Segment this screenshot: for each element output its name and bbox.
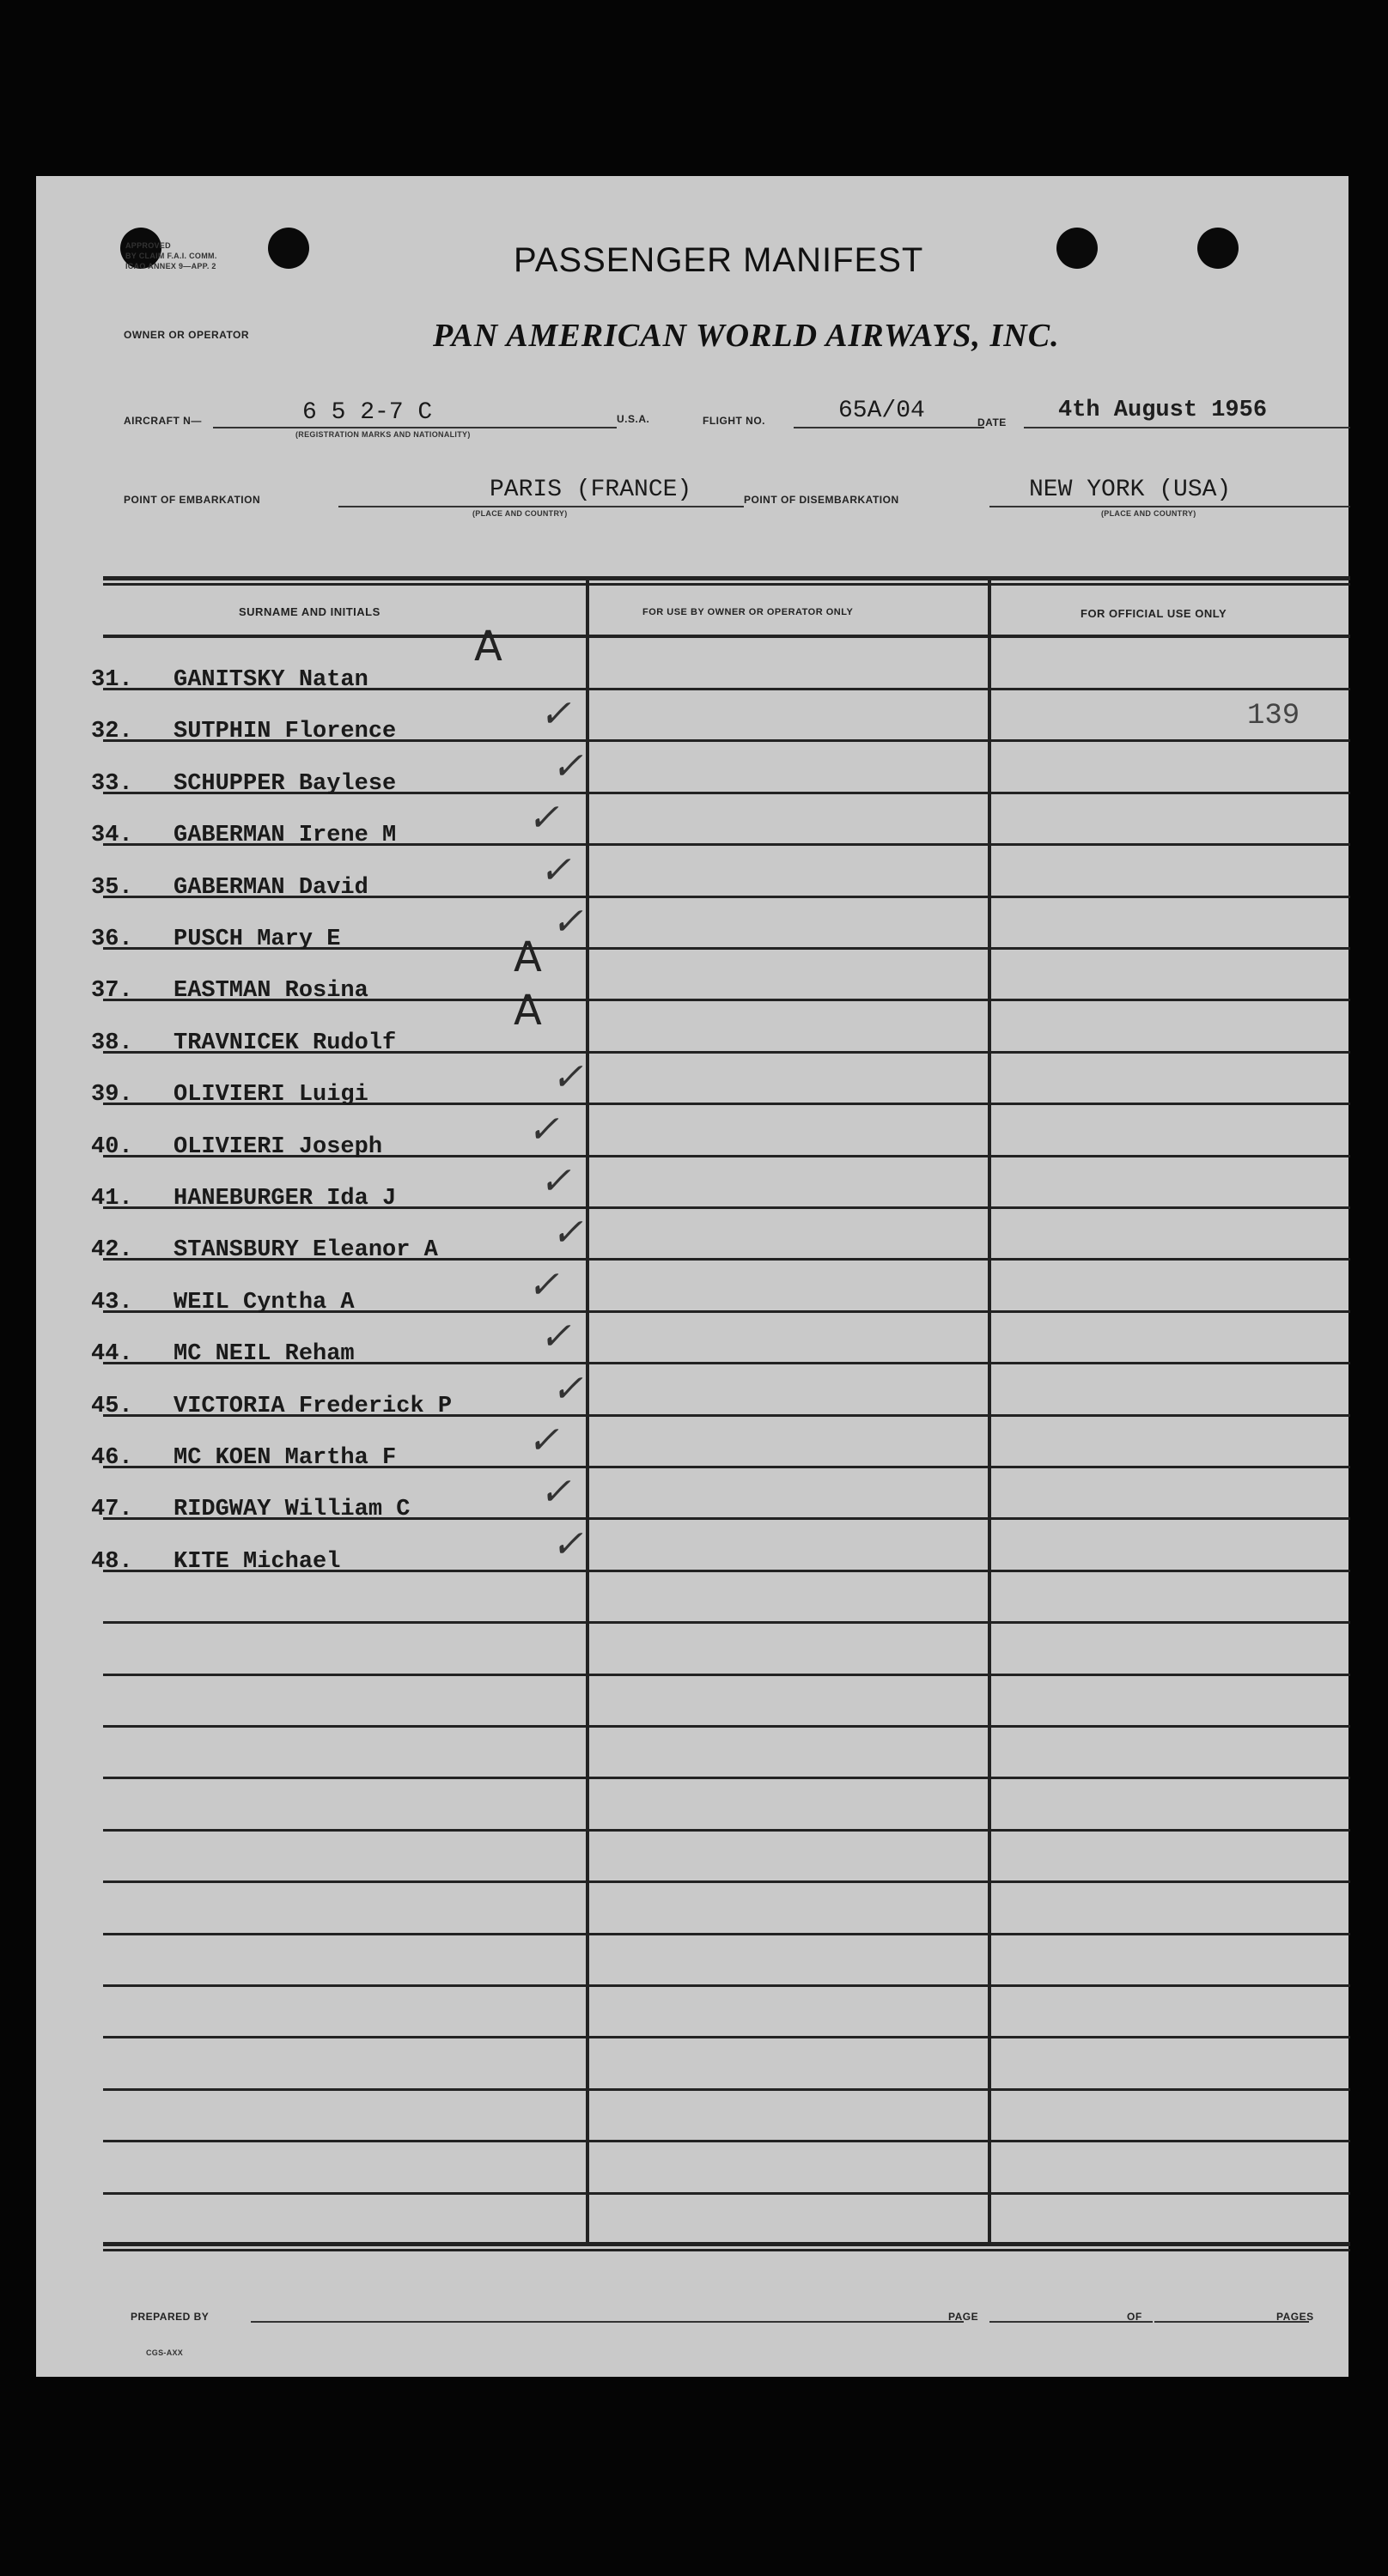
table-row-rule [103, 1984, 1350, 1987]
passenger-number: 36. [91, 927, 133, 952]
airline-name: PAN AMERICAN WORLD AIRWAYS, INC. [433, 318, 1060, 354]
passenger-row [91, 1467, 1345, 1523]
date-label: DATE [977, 416, 1007, 428]
passenger-name: KITE Michael [174, 1548, 341, 1575]
passenger-number: 40. [91, 1133, 133, 1160]
passenger-name: EASTMAN Rosina [174, 978, 368, 1005]
passenger-row [91, 846, 1345, 901]
passenger-number: 45. [91, 1393, 133, 1419]
punch-hole-3 [1056, 228, 1098, 269]
passenger-number: 38. [91, 1030, 133, 1056]
table-row-rule [103, 2192, 1350, 2195]
passenger-row [91, 1105, 1345, 1160]
handwritten-check-icon: ✓ [539, 1159, 571, 1203]
prepared-by-label: PREPARED BY [131, 2311, 210, 2323]
page-title: PASSENGER MANIFEST [514, 241, 924, 279]
handwritten-check-icon: ✓ [551, 1522, 583, 1566]
aircraft-value: 6 5 2-7 C [302, 399, 433, 426]
embark-value: PARIS (FRANCE) [490, 477, 692, 503]
of-label: OF [1127, 2311, 1142, 2323]
table-row-rule [103, 1674, 1350, 1676]
passenger-row [91, 1053, 1345, 1109]
disembark-label: POINT OF DISEMBARKATION [744, 494, 899, 506]
passenger-name: MC NEIL Reham [174, 1341, 355, 1368]
handwritten-check-icon: ✓ [527, 1419, 559, 1462]
passenger-name: HANEBURGER Ida J [174, 1186, 397, 1212]
passenger-number: 44. [91, 1341, 133, 1368]
passenger-number: 46. [91, 1445, 133, 1471]
passenger-name: WEIL Cyntha A [174, 1289, 355, 1315]
table-row-rule [103, 1829, 1350, 1832]
passenger-name: MC KOEN Martha F [174, 1445, 397, 1471]
passenger-name: GABERMAN Irene M [174, 823, 397, 849]
handwritten-check-icon: ✓ [539, 1315, 571, 1359]
handwritten-check-icon: ✓ [551, 1055, 583, 1100]
column-header-operator: FOR USE BY OWNER OR OPERATOR ONLY [642, 607, 854, 617]
handwritten-check-icon: ✓ [551, 900, 583, 944]
table-row-rule [103, 1621, 1350, 1624]
passenger-row [91, 638, 1345, 693]
passenger-number: 43. [91, 1289, 133, 1315]
passenger-number: 37. [91, 978, 133, 1005]
passenger-name: STANSBURY Eleanor A [174, 1237, 438, 1264]
passenger-row [91, 742, 1345, 797]
passenger-row [91, 1261, 1345, 1315]
handwritten-check-icon: ✓ [539, 1470, 571, 1515]
handwritten-check-icon: ✓ [539, 692, 571, 737]
approval-stamp-line1: APPROVED [125, 241, 171, 250]
form-code: CGS-AXX [146, 2348, 184, 2357]
passenger-name: TRAVNICEK Rudolf [174, 1030, 397, 1056]
aircraft-label: AIRCRAFT N— [124, 415, 202, 427]
passenger-row [91, 1312, 1345, 1368]
passenger-name: PUSCH Mary E [174, 927, 341, 952]
table-row-rule [103, 2088, 1350, 2091]
passenger-row [91, 1001, 1345, 1056]
official-use-note: 139 [1247, 700, 1300, 732]
passenger-row [91, 690, 1345, 745]
handwritten-check-icon: ✓ [551, 1211, 583, 1255]
handwritten-check-icon: ✓ [527, 796, 559, 841]
handwritten-check-icon: ✓ [551, 744, 583, 788]
passenger-name: OLIVIERI Luigi [174, 1082, 368, 1109]
passenger-number: 41. [91, 1186, 133, 1212]
handwritten-a-mark-2: A [514, 933, 542, 981]
passenger-number: 33. [91, 770, 133, 797]
passenger-number: 48. [91, 1548, 133, 1575]
handwritten-a-mark-3: A [514, 987, 542, 1035]
table-row-rule [103, 1880, 1350, 1883]
passenger-number: 34. [91, 823, 133, 849]
passenger-row [91, 897, 1345, 952]
disembark-value: NEW YORK (USA) [1029, 477, 1232, 503]
manifest-sheet [36, 176, 1348, 2377]
column-header-names: SURNAME AND INITIALS [239, 605, 380, 618]
passenger-name: GANITSKY Natan [174, 667, 368, 693]
passenger-row [91, 1208, 1345, 1264]
passenger-row [91, 793, 1345, 849]
passenger-name: SUTPHIN Florence [174, 719, 397, 745]
passenger-name: GABERMAN David [174, 874, 368, 901]
table-row-rule [103, 1933, 1350, 1935]
passenger-number: 42. [91, 1237, 133, 1264]
flight-value: 65A/04 [838, 398, 925, 424]
date-value: 4th August 1956 [1058, 398, 1268, 423]
flight-label: FLIGHT NO. [703, 415, 765, 427]
passenger-row [91, 1364, 1345, 1419]
approval-stamp-line3: ICAO ANNEX 9—APP. 2 [125, 262, 216, 270]
passenger-number: 39. [91, 1082, 133, 1109]
table-row-rule [103, 2140, 1350, 2142]
disembark-sub: (PLACE AND COUNTRY) [1101, 509, 1196, 518]
passenger-name: OLIVIERI Joseph [174, 1133, 383, 1160]
passenger-row [91, 1520, 1345, 1575]
embark-sub: (PLACE AND COUNTRY) [472, 509, 568, 518]
table-row-rule [103, 1777, 1350, 1779]
table-row-rule [103, 1725, 1350, 1728]
passenger-row [91, 949, 1345, 1005]
handwritten-check-icon: ✓ [527, 1107, 559, 1151]
table-row-rule [103, 2036, 1350, 2038]
passenger-row [91, 1416, 1345, 1471]
handwritten-check-icon: ✓ [539, 848, 571, 892]
handwritten-a-mark-1: A [474, 623, 502, 671]
passenger-number: 31. [91, 667, 133, 693]
page-label: PAGE [948, 2311, 979, 2323]
embark-label: POINT OF EMBARKATION [124, 494, 261, 506]
passenger-number: 47. [91, 1497, 133, 1523]
passenger-row [91, 1157, 1345, 1212]
aircraft-sub: (REGISTRATION MARKS AND NATIONALITY) [295, 430, 471, 439]
passenger-name: RIDGWAY William C [174, 1497, 411, 1523]
handwritten-check-icon: ✓ [527, 1262, 559, 1307]
column-header-official: FOR OFFICIAL USE ONLY [1081, 607, 1227, 620]
pages-label: PAGES [1276, 2311, 1314, 2323]
passenger-name: VICTORIA Frederick P [174, 1393, 453, 1419]
usa-label: U.S.A. [617, 413, 650, 425]
passenger-name: SCHUPPER Baylese [174, 770, 397, 797]
passenger-number: 35. [91, 874, 133, 901]
owner-label: OWNER OR OPERATOR [124, 329, 250, 341]
passenger-number: 32. [91, 719, 133, 745]
handwritten-check-icon: ✓ [551, 1366, 583, 1411]
punch-hole-4 [1197, 228, 1239, 269]
approval-stamp-line2: BY CLAIM F.A.I. COMM. [125, 252, 217, 260]
punch-hole-2 [268, 228, 309, 269]
